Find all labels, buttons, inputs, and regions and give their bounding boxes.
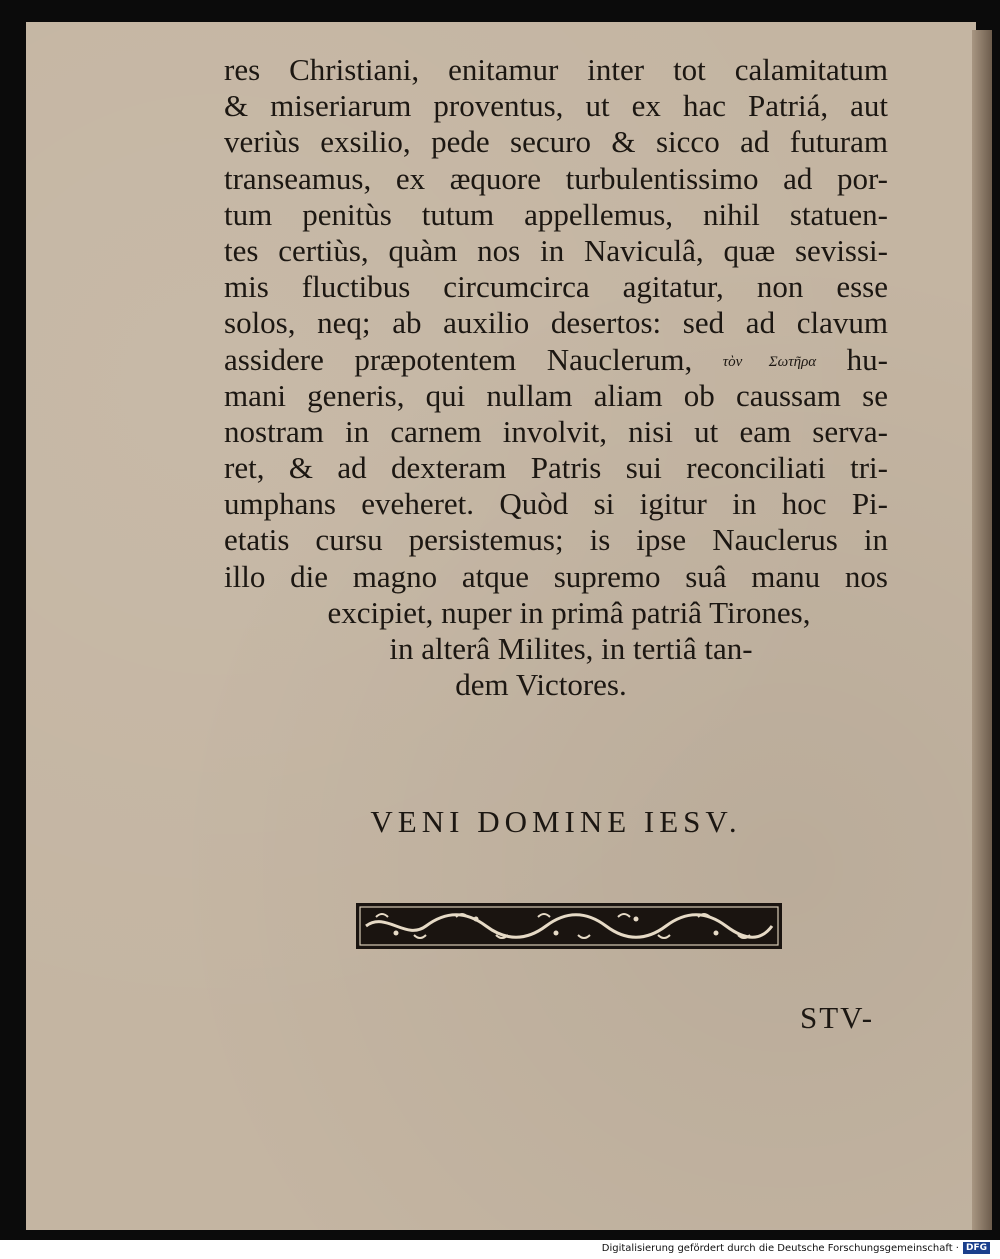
text-line: & miseriarum proventus, ut ex hac Patriá, aut	[224, 88, 888, 124]
text-line: in alterâ Milites, in tertiâ tan-	[389, 631, 753, 666]
body-text	[224, 52, 888, 703]
text-line: mani generis, qui nullam aliam ob caussam se	[224, 377, 888, 413]
dfg-logo-icon: DFG	[963, 1242, 990, 1254]
text-line: etatis cursu persistemus; is ipse Nauclerus in	[224, 522, 888, 558]
text-line: excipiet, nuper in primâ patriâ Tirones,	[327, 594, 811, 630]
text-line-end: hu-	[846, 341, 888, 377]
text-line: mis fluctibus circumcirca agitatur, non esse	[224, 269, 888, 305]
text-line: res Christiani, enitamur inter tot calamitatum	[224, 52, 888, 87]
catchword: STV-	[800, 1000, 875, 1035]
footer-credit	[602, 1242, 990, 1254]
text-line: tes certiùs, quàm nos in Naviculâ, quæ sevissi-	[224, 232, 888, 268]
text-line: veriùs exsilio, pede securo & sicco ad futuram	[224, 124, 888, 160]
closing-invocation: VENI DOMINE IESV.	[370, 804, 742, 839]
text-line: tum penitùs tutum appellemus, nihil statuen-	[224, 196, 888, 232]
text-line: transeamus, ex æquore turbulentissimo ad por-	[224, 160, 888, 196]
text-line-start: assidere præpotentem Nauclerum,	[224, 341, 693, 377]
footer-text: Digitalisierung gefördert durch die Deutsche Forschungsgemeinschaft ·	[601, 1242, 959, 1254]
page-edge	[972, 30, 992, 1230]
text-line: nostram in carnem involvit, nisi ut eam serva-	[224, 413, 888, 449]
ornament-band-icon	[356, 903, 782, 949]
text-line: ret, & ad dexteram Patris sui reconciliati tri-	[224, 450, 888, 486]
text-line-greek	[224, 342, 888, 378]
text-line: dem Victores.	[455, 667, 627, 703]
greek-word: τὸν Σωτῆρα	[722, 353, 817, 370]
text-line: illo die magno atque supremo suâ manu nos	[224, 558, 888, 594]
text-line: umphans eveheret. Quòd si igitur in hoc Pi-	[224, 486, 888, 522]
text-line: solos, neq; ab auxilio desertos: sed ad clavum	[224, 305, 888, 341]
